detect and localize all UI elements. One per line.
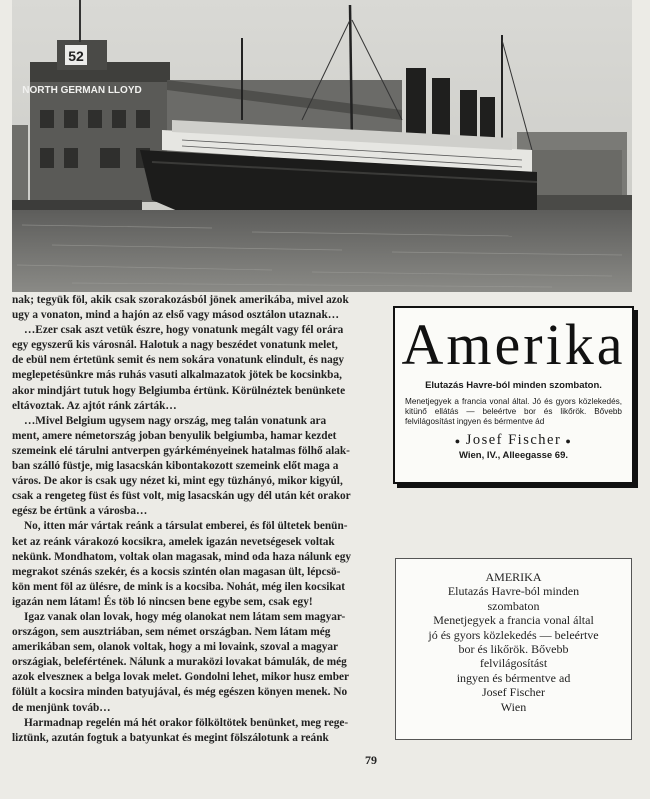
body-line: Igaz vanak olan lovak, hogy még olanokat nem látam sem magyar- (24, 610, 346, 623)
ship-photo-drawing (12, 0, 632, 292)
bullet-icon: ● (565, 435, 573, 446)
body-line: de ebül nem értetünk semit és nem sokára vonatunk elindult, és nagy (12, 354, 345, 367)
body-line: ban szálló füstje, mig lasacskán kibontakozott szemeink előt maga a (12, 460, 339, 473)
building-sign: NORTH GERMAN LLOYD (22, 85, 142, 96)
ad-departure-line: Elutazás Havre-ból minden szombaton. (425, 380, 602, 391)
transcription-line: felvilágosítást (479, 656, 548, 671)
body-line: kön ment föl az ülésre, de mink is a kocsiba. Nohát, még ilen kocsikat (12, 580, 346, 593)
body-line: város. De akor is csak ugy nézet ki, mint egy tüzhányó, mikor kigyúl, (12, 475, 343, 488)
body-line: csak a rengeteg füst és füst volt, mig lasacskán ugy dél után két orakor (12, 490, 351, 503)
body-line: ket az reánk várakozó kocsikra, amelek igazán nevetségesek voltak (12, 535, 335, 548)
body-line: azok elveszneк a belga lovak melet. Gondolni lehet, mikor husz ember (12, 671, 350, 684)
body-line: egy egyszerű kis városnál. Halotuk a nagy beszédet vonatunk melet, (12, 339, 338, 352)
transcription-line: Menetjegyek a francia vonal által (433, 613, 594, 628)
transcription-line: Wien (500, 699, 527, 714)
ad-address: Wien, IV., Alleegasse 69. (458, 450, 569, 461)
body-line: nekünk. Mondhatom, voltak olan magasak, mind oda haza nálunk egy (12, 550, 351, 563)
transcription-line: bor és likőrök. Bővebb (458, 642, 569, 657)
body-text (12, 293, 384, 753)
body-line: megrakot szénás szekér, és a kocsis szintén olan magasan ült, lépcsö- (12, 565, 341, 578)
amerika-advertisement (393, 306, 634, 484)
tower-number: 52 (68, 48, 84, 64)
body-line: ugy a vonaton, mind a hajón az első vagy másod osztálon utaznak… (12, 309, 340, 322)
transcription-line: ingyen és bérmentve ad (456, 670, 571, 685)
transcription-line: Josef Fischer (482, 685, 545, 700)
body-line: akor mindjárt tutuk hogy Belgiumba értünk. Körülnéztek benünkete (12, 384, 346, 397)
body-line: ment, amere németország joban benyulik belgiumba, hamar kezdet (12, 429, 337, 442)
body-line: No, itten már vártak reánk a társulat emberei, és föl ültetek benün- (24, 520, 348, 533)
body-line: amerikában sem, olanok voltak, hogy a mi lovaink, szoval a magyar (12, 641, 339, 654)
transcription-line: Elutazás Havre-ból minden (447, 584, 580, 599)
body-line: …Mivel Belgium ugysem nagy ország, meg talán vonatunk ara (24, 414, 327, 427)
ad-signer-name: Josef Fischer (465, 432, 562, 448)
bullet-icon: ● (454, 435, 462, 446)
body-line: igazán nem látam! És töb ló nincsen bene egybe sem, csak egy! (12, 595, 313, 608)
body-line: nak; tegyük föl, akik csak szorakozásból jönek amerikába, mivel azok (12, 294, 349, 306)
body-line: egész be értünk a városba… (12, 505, 148, 518)
body-line: Harmadnap regelén má hét orakor fölköltötek benünket, meg rege- (24, 716, 349, 729)
transcription-line: jó és gyors közlekedés — beleértve (428, 627, 599, 642)
ad-details: Menetjegyek a francia vonal által. Jó és gyors közlekedés, kitünő ellátás — beleértve bor és likőrök. Bővebb felvilágosítást ingyen és bérmentve ád (405, 397, 622, 426)
ad-headline: Amerika (401, 312, 626, 377)
page-number-text: 79 (365, 753, 377, 767)
ship-photo (12, 0, 632, 292)
ad-transcription (395, 558, 632, 740)
ad-signer (395, 432, 632, 449)
transcription-line: szombaton (487, 598, 540, 613)
body-line: országiak, belefértének. Nálunk a muraközi lovakat bámulák, de még (12, 656, 347, 669)
body-line: eltávoztak. Az ajtót ránk zárták… (12, 399, 177, 412)
body-line: de menjünk továb… (12, 701, 111, 714)
body-line: liztünk, azután fogtuk a batyunkat és megint fölszálotunk a reánk (12, 731, 329, 744)
body-line: meglepetésünkre más ruhás vasuti alkalmazatok jötek be kocsinkba, (12, 369, 342, 382)
transcription-line: AMERIKA (485, 570, 542, 584)
body-line: szemeink elé tárulni antverpen gyárkéményeinek hatalmas fölhő alak- (12, 444, 350, 457)
page-number (0, 753, 650, 768)
body-line: …Ezer csak aszt vetük észre, hogy vonatunk megált vagy fél orára (24, 324, 344, 337)
body-line: fölült a kocsira minden batyujával, és még egészen könyen menek. No (12, 686, 348, 699)
body-line: országon, sem ausztriában, sem német országban. Nem látam még (12, 626, 331, 639)
